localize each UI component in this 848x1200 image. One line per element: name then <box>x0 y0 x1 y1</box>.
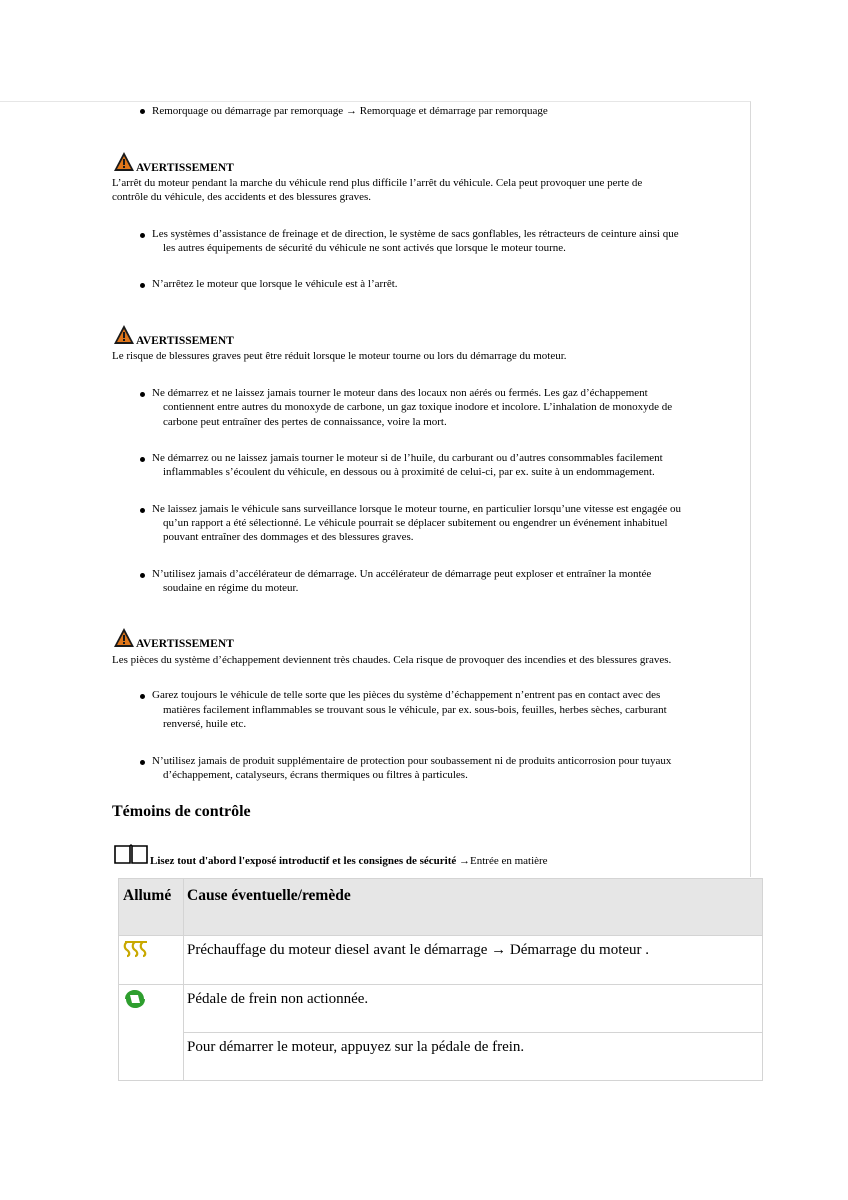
bullet <box>140 233 145 238</box>
bullet <box>140 457 145 462</box>
table-cell: Préchauffage du moteur diesel avant le démarrage → Démarrage du moteur . <box>184 936 763 985</box>
table-icon-cell <box>119 936 184 985</box>
table-header-cell: Cause éventuelle/remède <box>184 879 763 936</box>
warning-bullet-line: carbone peut entraîner des pertes de connaissance, voire la mort. <box>163 416 447 428</box>
bullet <box>140 508 145 513</box>
warning-icon <box>113 151 135 173</box>
bullet <box>140 283 145 288</box>
warning-bullet-line: N’arrêtez le moteur que lorsque le véhicule est à l’arrêt. <box>152 278 398 290</box>
book-icon <box>113 843 149 865</box>
section-title: Témoins de contrôle <box>112 803 251 820</box>
read-note <box>150 854 548 869</box>
table-header-row <box>119 879 763 936</box>
warning-bullet-line: soudaine en régime du moteur. <box>163 582 299 594</box>
read-note-link[interactable]: →Entrée en matière <box>459 855 548 867</box>
warning-text-line: Le risque de blessures graves peut être réduit lorsque le moteur tourne ou lors du démarrage du moteur. <box>112 350 567 362</box>
intro-bullet-text: Remorquage ou démarrage par remorquage → Remorquage et démarrage par remorquage <box>152 105 548 117</box>
warning-bullet-line: Ne laissez jamais le véhicule sans surveillance lorsque le moteur tourne, en particulier lorsqu’une vitesse est engagée ou <box>152 503 682 515</box>
table-icon-cell <box>119 985 184 1081</box>
warning-bullet-line: Ne démarrez et ne laissez jamais tourner le moteur dans des locaux non aérés ou fermés. Les gaz d’échappement <box>152 387 648 399</box>
warning-text-line: contrôle du véhicule, des accidents et des blessures graves. <box>112 191 372 203</box>
warning-bullet-line: Ne démarrez ou ne laissez jamais tourner le moteur si de l’huile, du carburant ou d’autres consommables facilement <box>152 452 663 464</box>
warning-bullet-line: d’échappement, catalyseurs, écrans thermiques ou filtres à particules. <box>163 769 468 781</box>
warning-bullet-line: pouvant entraîner des dommages et des blessures graves. <box>163 531 414 543</box>
bullet <box>140 392 145 397</box>
bullet <box>140 694 145 699</box>
warning-bullet-line: Garez toujours le véhicule de telle sorte que les pièces du système d’échappement n’entrent pas en contact avec des <box>152 689 661 701</box>
table-cell: Pédale de frein non actionnée. <box>184 985 763 1033</box>
table-header-cell: Allumé <box>119 879 184 936</box>
warning-bullet-line: inflammables s’écoulent du véhicule, en dessous ou à proximité de celui-ci, par ex. suite à un endommagement. <box>163 466 655 478</box>
warning-icon <box>113 324 135 346</box>
table-row <box>119 1033 763 1081</box>
warning-title: AVERTISSEMENT <box>136 638 234 650</box>
warning-text-line: L’arrêt du moteur pendant la marche du véhicule rend plus difficile l’arrêt du véhicule. Cela peut provoquer une perte de <box>112 177 643 189</box>
warning-bullet-line: qu’un rapport a été sélectionné. Le véhicule pourrait se déplacer subitement ou engendrer un événement inhabituel <box>163 517 668 529</box>
warning-icon <box>113 627 135 649</box>
warning-title: AVERTISSEMENT <box>136 162 234 174</box>
warning-bullet-line: Les systèmes d’assistance de freinage et de direction, le système de sacs gonflables, les rétracteurs de ceinture ainsi que <box>152 228 679 240</box>
table-row <box>119 985 763 1033</box>
warning-bullet-line: N’utilisez jamais de produit supplémentaire de protection pour soubassement ni de produits anticorrosion pour tuyaux <box>152 755 672 767</box>
read-note-bold: Lisez tout d'abord l'exposé introductif et les consignes de sécurité <box>150 855 457 867</box>
brake-pedal-icon <box>123 989 147 1009</box>
warning-title: AVERTISSEMENT <box>136 335 234 347</box>
bullet <box>140 760 145 765</box>
warning-bullet-line: renversé, huile etc. <box>163 718 247 730</box>
warning-bullet-line: les autres équipements de sécurité du véhicule ne sont activés que lorsque le moteur tourne. <box>163 242 566 254</box>
warning-text-line: Les pièces du système d’échappement deviennent très chaudes. Cela risque de provoquer des incendies et des blessures graves. <box>112 654 672 666</box>
table-row <box>119 936 763 985</box>
warning-bullet-line: N’utilisez jamais d’accélérateur de démarrage. Un accélérateur de démarrage peut exploser et entraîner la montée <box>152 568 652 580</box>
warning-bullet-line: matières facilement inflammables se trouvant sous le véhicule, par ex. sous-bois, feuilles, herbes sèches, carburant <box>163 704 667 716</box>
glow-plug-icon <box>123 940 151 958</box>
warning-bullet-line: contiennent entre autres du monoxyde de carbone, un gaz toxique inodore et incolore. L’inhalation de monoxyde de <box>163 401 673 413</box>
bullet <box>140 109 145 114</box>
table-cell: Pour démarrer le moteur, appuyez sur la pédale de frein. <box>184 1033 763 1081</box>
bullet <box>140 573 145 578</box>
indicator-table <box>118 878 763 1081</box>
